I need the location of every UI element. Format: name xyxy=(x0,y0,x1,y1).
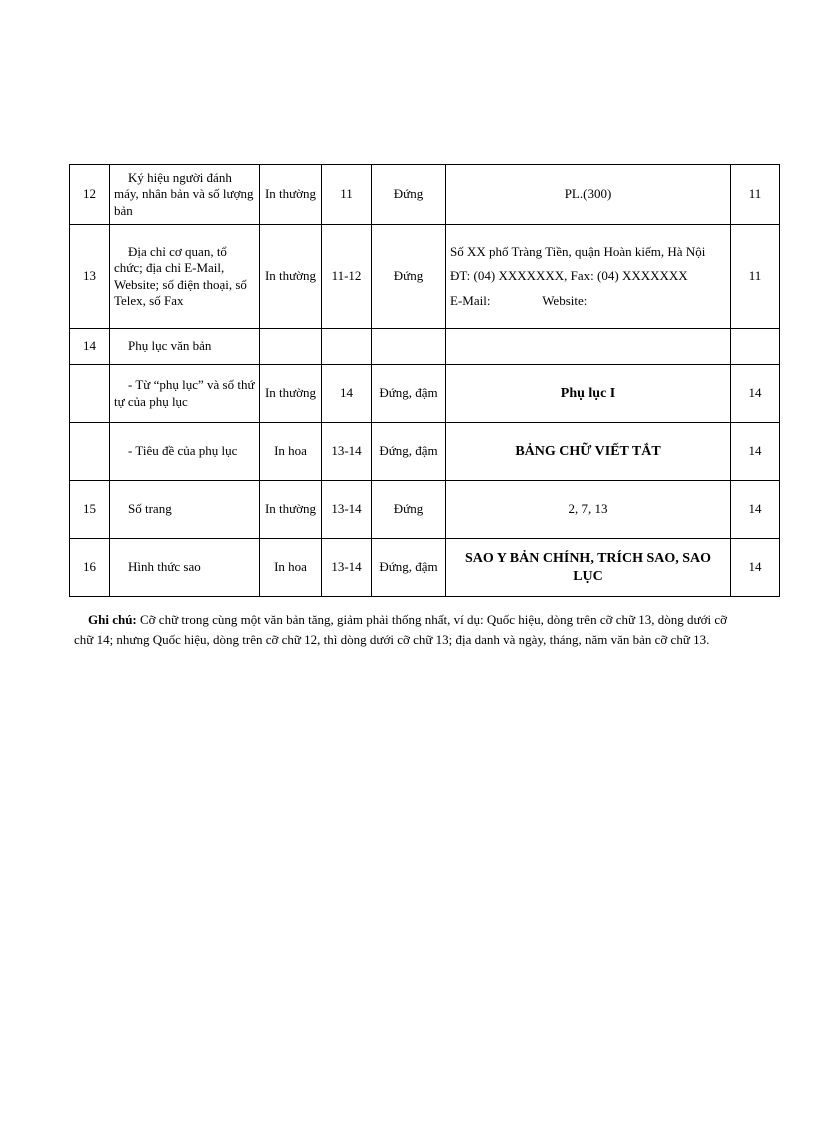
footnote-text: Cỡ chữ trong cùng một văn bản tăng, giảm phải thống nhất, ví dụ: Quốc hiệu, dòng trên cỡ chữ 13, dòng dưới cỡ chữ 14; nhưng Quốc hiệu, dòng trên cỡ chữ 12, thì dòng dưới cỡ chữ 13; địa danh và ngày, tháng, năm văn bản cỡ chữ 13. xyxy=(74,612,727,647)
footnote xyxy=(74,610,734,650)
type-cell: In thường xyxy=(260,481,322,539)
type-cell: In thường xyxy=(260,365,322,423)
component-cell: Địa chỉ cơ quan, tổ chức; địa chỉ E-Mail, Website; số điện thoại, số Telex, số Fax xyxy=(110,225,260,329)
table-row xyxy=(70,225,780,329)
type-cell: In hoa xyxy=(260,539,322,597)
example-size-cell: 14 xyxy=(731,365,780,423)
example-size-cell: 14 xyxy=(731,481,780,539)
type-cell: In thường xyxy=(260,165,322,225)
email-website-line: E-Mail: Website: xyxy=(450,292,588,308)
table-row xyxy=(70,539,780,597)
address-example-cell xyxy=(446,225,731,329)
size-cell: 13-14 xyxy=(322,423,372,481)
component-cell: - Tiêu đề của phụ lục xyxy=(110,423,260,481)
style-cell: Đứng, đậm xyxy=(372,365,446,423)
size-cell: 11 xyxy=(322,165,372,225)
row-number: 14 xyxy=(70,329,110,365)
style-cell: Đứng, đậm xyxy=(372,539,446,597)
example-cell xyxy=(446,329,731,365)
example-size-cell: 11 xyxy=(731,165,780,225)
example-size-cell: 14 xyxy=(731,539,780,597)
example-cell: BẢNG CHỮ VIẾT TẮT xyxy=(446,423,731,481)
style-cell: Đứng xyxy=(372,481,446,539)
size-cell: 13-14 xyxy=(322,539,372,597)
table-row xyxy=(70,329,780,365)
row-number xyxy=(70,365,110,423)
size-cell xyxy=(322,329,372,365)
table-row xyxy=(70,165,780,225)
style-cell: Đứng xyxy=(372,165,446,225)
type-cell: In hoa xyxy=(260,423,322,481)
phone-fax-line: ĐT: (04) XXXXXXX, Fax: (04) XXXXXXX xyxy=(450,268,688,284)
table-row xyxy=(70,481,780,539)
style-cell xyxy=(372,329,446,365)
size-cell: 11-12 xyxy=(322,225,372,329)
example-cell: Phụ lục I xyxy=(446,365,731,423)
component-cell: Ký hiệu người đánh máy, nhân bản và số lượng bản xyxy=(110,165,260,225)
size-cell: 14 xyxy=(322,365,372,423)
example-size-cell: 14 xyxy=(731,423,780,481)
type-cell xyxy=(260,329,322,365)
example-cell: 2, 7, 13 xyxy=(446,481,731,539)
component-cell: - Từ “phụ lục” và số thứ tự của phụ lục xyxy=(110,365,260,423)
formatting-spec-table xyxy=(69,164,780,597)
component-cell: Số trang xyxy=(110,481,260,539)
component-cell: Phụ lục văn bản xyxy=(110,329,260,365)
example-cell: SAO Y BẢN CHÍNH, TRÍCH SAO, SAO LỤC xyxy=(446,539,731,597)
example-size-cell xyxy=(731,329,780,365)
size-cell: 13-14 xyxy=(322,481,372,539)
component-cell: Hình thức sao xyxy=(110,539,260,597)
row-number: 13 xyxy=(70,225,110,329)
table-row xyxy=(70,423,780,481)
style-cell: Đứng, đậm xyxy=(372,423,446,481)
row-number: 16 xyxy=(70,539,110,597)
footnote-label: Ghi chú: xyxy=(88,612,137,627)
type-cell: In thường xyxy=(260,225,322,329)
address-line: Số XX phố Tràng Tiền, quận Hoàn kiếm, Hà Nội xyxy=(450,244,706,260)
example-cell: PL.(300) xyxy=(446,165,731,225)
table-row xyxy=(70,365,780,423)
example-size-cell: 11 xyxy=(731,225,780,329)
row-number xyxy=(70,423,110,481)
row-number: 12 xyxy=(70,165,110,225)
style-cell: Đứng xyxy=(372,225,446,329)
row-number: 15 xyxy=(70,481,110,539)
